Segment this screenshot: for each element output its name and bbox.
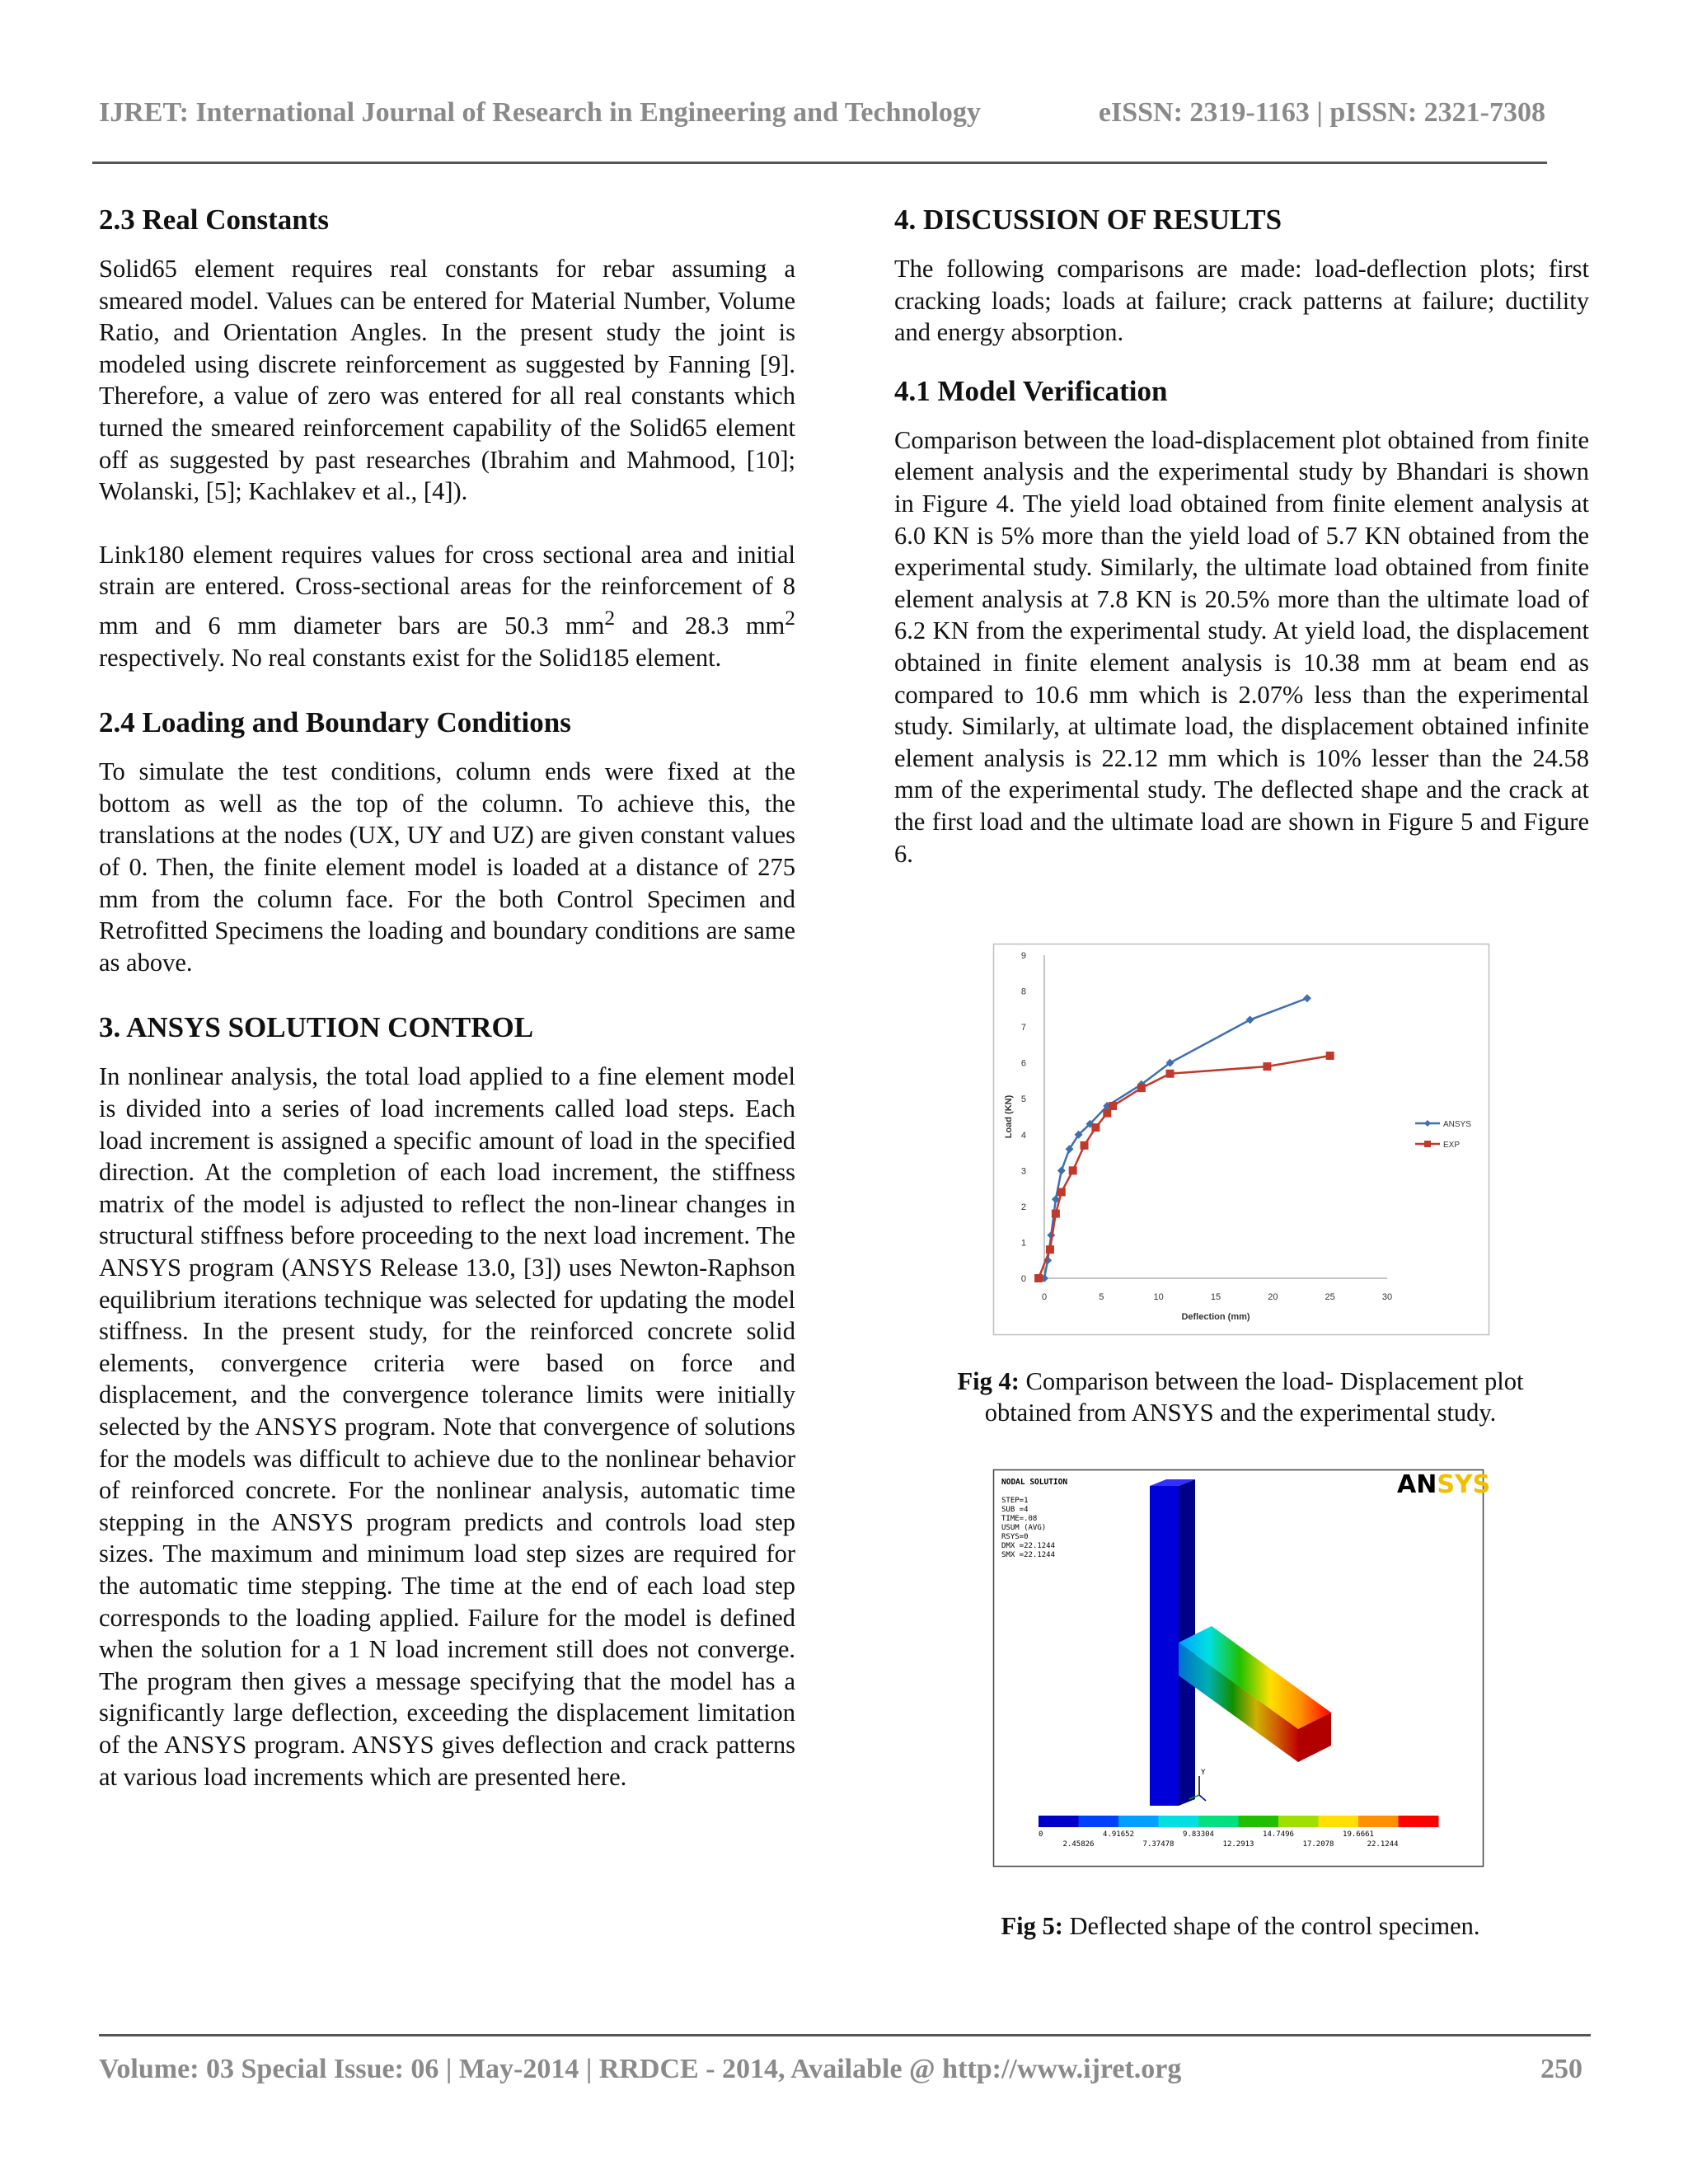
x-tick-label: 0 — [1041, 1292, 1048, 1302]
y-axis-title: Load (KN) — [1004, 1094, 1014, 1139]
legend-value-top: 19.6661 — [1343, 1830, 1374, 1839]
section-4-paragraph: The following comparisons are made: load-deflection plots; first cracking loads; loads at failure; crack patterns at failure; ductility and energy absorption. — [894, 255, 1589, 347]
section-3-paragraph: In nonlinear analysis, the total load applied to a fine element model is divided into a series of load increments called load steps. Each load increment is assigned a specific amount of load in the specified direction. At the completion of each load increment, the stiffness matrix of the model is adjusted to reflect the non-linear changes in structural stiffness before proceeding to the next load increment. The ANSYS program (ANSYS Release 13.0, [3]) uses Newton-Raphson equilibrium iterations technique was selected for updating the model stiffness. In the present study, for the reinforced concrete solid elements, convergence criteria were based on force and displacement, and the convergence tolerance limits were initially selected by the ANSYS program. Note that convergence of solutions for the models was difficult to achieve due to the nonlinear behavior of reinforced concrete. For the nonlinear analysis, automatic time stepping in the ANSYS program predicts and controls load step sizes. The maximum and minimum load step sizes are required for the automatic time stepping. The time at the end of each load step corresponds to the loading applied. Failure for the model is defined when the solution for a 1 N load increment still does not converge. The program then gives a message specifying that the model has a significantly large deflection, exceeding the displacement limitation of the ANSYS program. ANSYS gives deflection and crack patterns at various load increments which are presented here. — [99, 1062, 795, 1791]
section-2-3-paragraph-2: Link180 element requires values for cross sectional area and initial strain are entered. Cross-sectional areas for the reinforcement of 8 mm and 6 mm diameter bars are 50.3 $mm^2$ and 28.3 $mm^2$ respectively. No real constants exist for the Solid185 element. — [99, 540, 795, 672]
y-tick-label: 5 — [1020, 1094, 1026, 1105]
section-4-title: 4. DISCUSSION OF RESULTS — [894, 204, 1282, 236]
legend-value-top: 14.7496 — [1263, 1830, 1294, 1839]
fea-info-line: DMX =22.1244 — [1001, 1542, 1056, 1550]
issn-info: eISSN: 2319-1163 | pISSN: 2321-7308 — [1098, 97, 1545, 128]
figure-5-caption: Fig 5: Deflected shape of the control specimen. — [1001, 1912, 1480, 1940]
legend-color-band — [1399, 1816, 1439, 1827]
right-column — [894, 202, 1589, 869]
legend-color-band — [1358, 1816, 1399, 1827]
ansys-logo: ANSYS — [1397, 1470, 1491, 1499]
section-4-1-paragraph: Comparison between the load-displacement plot obtained from finite element analysis and the experimental study by Bhandari is shown in Figure 4. The yield load obtained from finite element analysis at 6.0 KN is 5% more than the yield load of 5.7 KN obtained from the experimental study. Similarly, the ultimate load obtained from finite element analysis at 7.8 KN is 20.5% more than the ultimate load of 6.2 KN from the experimental study. At yield load, the displacement obtained in finite element analysis is 10.38 mm at beam end as compared to 10.6 mm which is 2.07% less than the experimental study. Similarly, at ultimate load, the displacement obtained infinite element analysis is 22.12 mm which is 10% lesser than the 24.58 mm of the experimental study. The deflected shape and the crack at the first load and the ultimate load are shown in Figure 5 and Figure 6. — [894, 425, 1589, 868]
x-tick-label: 5 — [1099, 1292, 1104, 1302]
section-2-4-title: 2.4 Loading and Boundary Conditions — [99, 706, 571, 739]
y-tick-label: 1 — [1020, 1238, 1026, 1249]
section-2-4-paragraph: To simulate the test conditions, column ends were fixed at the bottom as well as the top of the column. To achieve this, the translations at the nodes (UX, UY and UZ) are given constant values of 0. Then, the finite element model is loaded at a distance of 275 mm from the column face. For the both Control Specimen and Retrofitted Specimens the loading and boundary conditions are same as above. — [99, 757, 795, 977]
x-tick-label: 10 — [1153, 1292, 1164, 1302]
page-footer — [99, 2054, 1582, 2103]
journal-title: IJRET: International Journal of Research in Engineering and Technology — [99, 97, 981, 128]
data-point-exp — [1046, 1245, 1054, 1254]
data-point-exp — [1109, 1102, 1117, 1110]
section-3-title: 3. ANSYS SOLUTION CONTROL — [99, 1011, 534, 1044]
footer-divider — [99, 2034, 1591, 2036]
section-2-3-paragraph-1: Solid65 element requires real constants for rebar assuming a smeared model. Values can be entered for Material Number, Volume Ratio, and Orientation Angles. In the present study the joint is modeled using discrete reinforcement as suggested by Fanning [9]. Therefore, a value of zero was entered for all real constants which turned the smeared reinforcement capability of the Solid65 element off as suggested by past researches (Ibrahim and Mahmood, [10]; Wolanski, [5]; Kachlakev et al., [4]). — [99, 255, 795, 506]
legend-label-ansys: ANSYS — [1443, 1120, 1471, 1129]
load-deflection-chart — [993, 944, 1489, 1335]
fea-info-line: USUM (AVG) — [1001, 1524, 1047, 1532]
figure-5-fea-image — [993, 1469, 1491, 1867]
data-point-exp — [1052, 1210, 1060, 1218]
fea-info-line: TIME=.08 — [1001, 1515, 1038, 1523]
column-front — [1150, 1486, 1179, 1806]
legend-value-bottom: 17.2078 — [1302, 1840, 1334, 1849]
legend-value-top: 9.83304 — [1183, 1830, 1214, 1839]
x-tick-label: 25 — [1325, 1292, 1335, 1302]
legend-value-bottom: 22.1244 — [1367, 1840, 1399, 1849]
nodal-solution-title: NODAL SOLUTION — [1001, 1478, 1068, 1487]
fea-info-line: SMX =22.1244 — [1001, 1551, 1056, 1559]
legend-color-band — [1319, 1816, 1359, 1827]
data-point-exp — [1103, 1109, 1111, 1118]
figure-4-chart — [993, 944, 1489, 1335]
ansys-deflected-shape — [993, 1469, 1491, 1867]
legend-color-band — [1239, 1816, 1279, 1827]
data-point-exp — [1057, 1188, 1066, 1196]
legend-value-bottom: 2.45826 — [1062, 1840, 1095, 1849]
y-tick-label: 8 — [1020, 987, 1026, 997]
y-tick-label: 7 — [1020, 1023, 1026, 1033]
volume-info: Volume: 03 Special Issue: 06 | May-2014 | RRDCE - 2014, Available @ http://www.ijret.org — [99, 2054, 1182, 2084]
data-point-exp — [1326, 1052, 1334, 1060]
data-point-exp — [1137, 1084, 1146, 1092]
legend-value-bottom: 7.37478 — [1142, 1840, 1175, 1849]
section-4-1-title: 4.1 Model Verification — [894, 374, 1168, 407]
legend-color-band — [1159, 1816, 1199, 1827]
page-header — [99, 97, 1545, 147]
legend-label-exp: EXP — [1443, 1141, 1461, 1150]
legend-value-top: 0 — [1039, 1830, 1043, 1839]
fea-info-line: SUB =4 — [1001, 1506, 1029, 1514]
data-point-exp — [1069, 1166, 1077, 1174]
y-tick-label: 3 — [1020, 1166, 1026, 1177]
section-2-3-title: 2.3 Real Constants — [99, 204, 330, 236]
legend-color-band — [1278, 1816, 1319, 1827]
legend-color-band — [1198, 1816, 1239, 1827]
data-point-exp — [1034, 1274, 1043, 1282]
legend-color-band — [1039, 1816, 1079, 1827]
y-tick-label: 0 — [1020, 1274, 1026, 1284]
data-point-exp — [1091, 1123, 1100, 1132]
page-number: 250 — [1540, 2054, 1582, 2084]
legend-value-top: 4.91652 — [1103, 1830, 1134, 1839]
x-tick-label: 20 — [1268, 1292, 1278, 1302]
x-tick-label: 30 — [1381, 1292, 1393, 1302]
figure-4-caption: Fig 4: Comparison between the load- Displacement plot obtained from ANSYS and the experimental study. — [957, 1367, 1524, 1427]
fea-info-line: RSYS=0 — [1001, 1533, 1029, 1541]
data-point-exp — [1263, 1062, 1271, 1071]
x-tick-label: 15 — [1210, 1292, 1221, 1302]
fea-info-line: STEP=1 — [1001, 1497, 1029, 1505]
legend-color-band — [1118, 1816, 1159, 1827]
legend-value-bottom: 12.2913 — [1222, 1840, 1254, 1849]
y-tick-label: 6 — [1020, 1058, 1026, 1069]
x-axis-title: Deflection (mm) — [1181, 1312, 1250, 1322]
legend-color-band — [1079, 1816, 1119, 1827]
y-tick-label: 4 — [1020, 1130, 1026, 1141]
data-point-exp — [1166, 1070, 1175, 1078]
y-tick-label: 9 — [1020, 951, 1026, 961]
data-point-exp — [1081, 1141, 1089, 1150]
header-divider — [92, 162, 1547, 164]
left-column — [99, 202, 795, 1793]
axis-y-label: Y — [1201, 1769, 1206, 1777]
legend-marker-exp — [1424, 1141, 1431, 1147]
y-tick-label: 2 — [1020, 1202, 1026, 1212]
